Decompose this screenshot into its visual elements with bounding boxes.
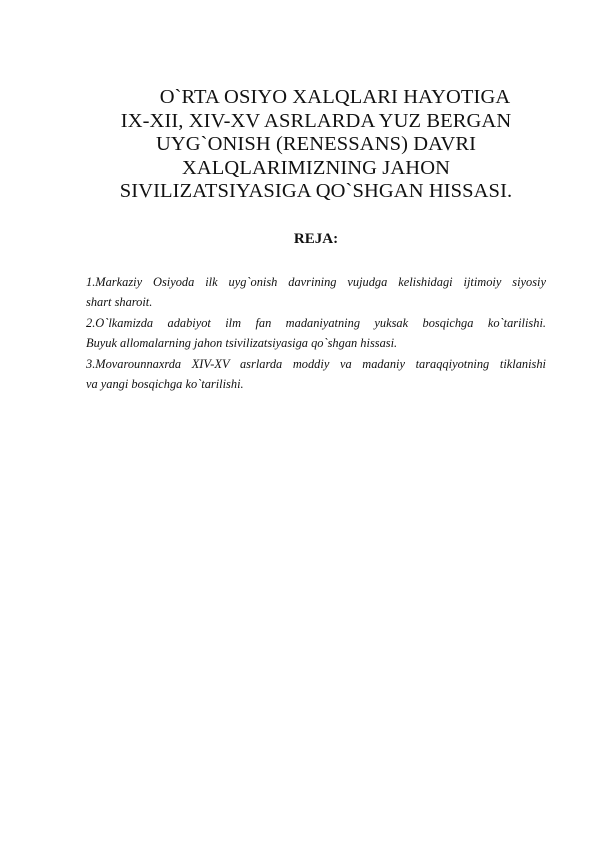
plan-line: Buyuk allomalarning jahon tsivilizatsiyasiga qo`shgan hissasi. (86, 336, 398, 351)
document-title (86, 86, 546, 204)
title-line: UYG`ONISH (RENESSANS) DAVRI (155, 133, 477, 155)
title-line: SIVILIZATSIYASIGA QO`SHGAN HISSASI. (119, 180, 513, 202)
plan-line: 2.O`lkamizda adabiyot ilm fan madaniyatning yuksak bosqichga ko`tarilishi. (86, 315, 546, 330)
plan-line: va yangi bosqichga ko`tarilishi. (86, 377, 244, 392)
plan-line: shart sharoit. (86, 295, 153, 310)
plan-line: 1.Markaziy Osiyoda ilk uyg`onish davrining vujudga kelishidagi ijtimoiy siyosiy (86, 275, 546, 289)
title-line: IX-XII, XIV-XV ASRLARDA YUZ BERGAN (120, 109, 512, 132)
title-line: XALQLARIMIZNING JAHON (182, 156, 450, 179)
plan-heading: REJA: (293, 231, 339, 247)
plan-list (86, 272, 546, 394)
title-line: O`RTA OSIYO XALQLARI HAYOTIGA (159, 86, 511, 108)
plan-line: 3.Movarounnaxrda XIV-XV asrlarda moddiy va madaniy taraqqiyotning tiklanishi (86, 356, 546, 371)
